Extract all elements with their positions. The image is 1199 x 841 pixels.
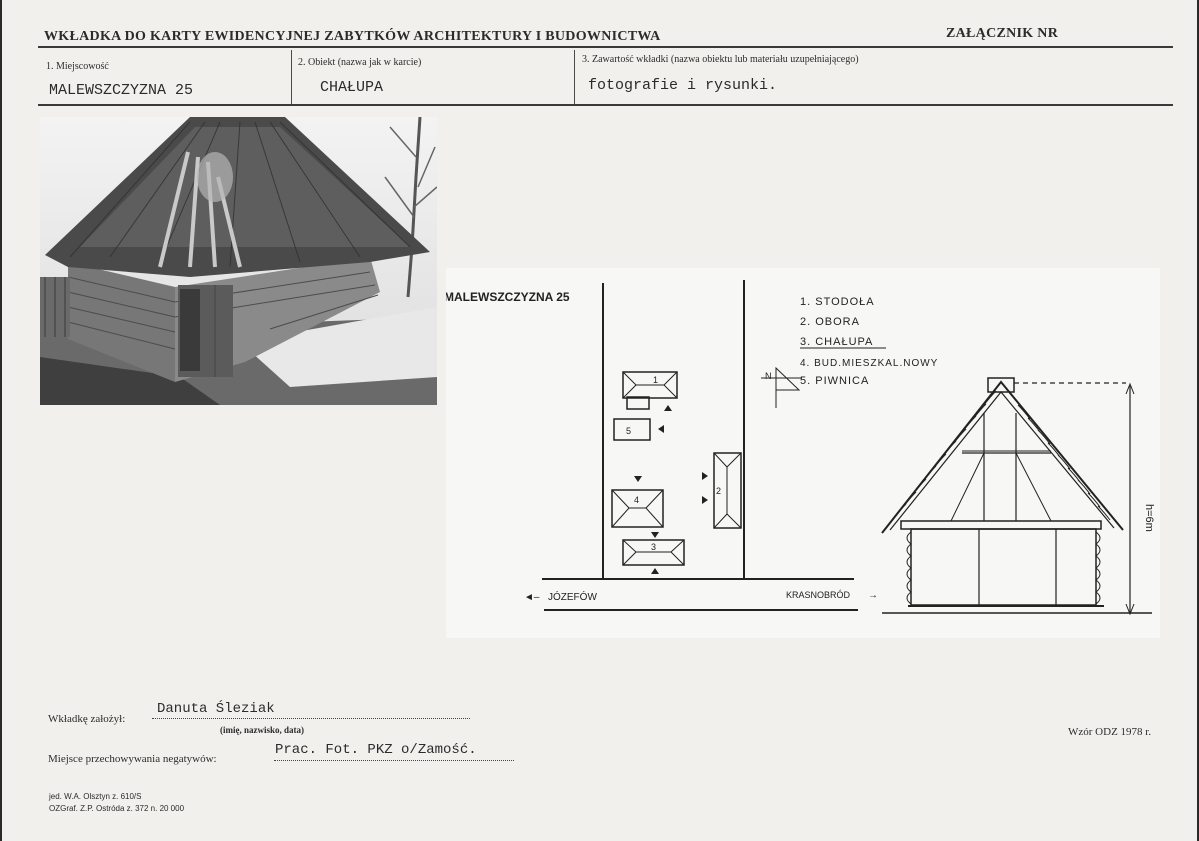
card-title: WKŁADKA DO KARTY EWIDENCYJNEJ ZABYTKÓW ARCHITEKTURY I BUDOWNICTWA	[44, 29, 661, 44]
height-label: h=6m	[1143, 504, 1155, 532]
building-4-label: 4	[634, 495, 640, 505]
annex-label: ZAŁĄCZNIK NR	[946, 26, 1059, 41]
road-right-label: KRASNOBRÓD	[786, 590, 851, 600]
contents-label: 3. Zawartość wkładki (nazwa obiektu lub materiału uzupełniającego)	[582, 54, 859, 65]
legend-item-3: 3. CHAŁUPA	[800, 336, 874, 348]
fields-rule	[38, 104, 1173, 106]
legend-item-5: 5. PIWNICA	[800, 375, 870, 387]
building-1-label: 1	[653, 375, 659, 385]
inventory-card	[2, 0, 1197, 841]
header-rule	[38, 46, 1173, 48]
cottage-photograph	[40, 117, 437, 405]
legend-item-2: 2. OBORA	[800, 316, 860, 328]
negatives-value: Prac. Fot. PKZ o/Zamość.	[275, 742, 477, 758]
negatives-line	[274, 760, 514, 761]
object-label: 2. Obiekt (nazwa jak w karcie)	[298, 57, 422, 68]
author-line	[152, 718, 470, 719]
object-value: CHAŁUPA	[320, 79, 384, 96]
legend-item-4: 4. BUD.MIESZKAL.NOWY	[800, 358, 939, 369]
field-divider-2	[574, 50, 575, 106]
road-left-label: JÓZEFÓW	[548, 592, 597, 603]
printer-line-2: OZGraf. Z.P. Ostróda z. 372 n. 20 000	[49, 804, 185, 813]
author-label: Wkładkę założył:	[48, 713, 126, 725]
form-version: Wzór ODZ 1978 r.	[1068, 726, 1152, 738]
building-3-label: 3	[651, 542, 657, 552]
svg-text:◄–: ◄–	[524, 592, 540, 603]
building-2-label: 2	[716, 486, 722, 496]
author-hint: (imię, nazwisko, data)	[220, 725, 304, 735]
drawing-place-name: MALEWSZCZYZNA 25	[446, 290, 570, 304]
legend-item-1: 1. STODOŁA	[800, 296, 875, 308]
author-value: Danuta Śleziak	[157, 701, 275, 717]
locality-label: 1. Miejscowość	[46, 61, 109, 72]
field-divider-1	[291, 50, 292, 106]
svg-text:→: →	[868, 590, 878, 601]
north-arrow-label: N	[765, 371, 772, 381]
negatives-label: Miejsce przechowywania negatywów:	[48, 753, 217, 765]
printer-line-1: jed. W.A. Olsztyn z. 610/S	[49, 792, 142, 801]
site-plan-drawing	[446, 268, 1160, 638]
locality-value: MALEWSZCZYZNA 25	[49, 82, 194, 99]
building-5-label: 5	[626, 426, 632, 436]
contents-value: fotografie i rysunki.	[588, 77, 778, 94]
